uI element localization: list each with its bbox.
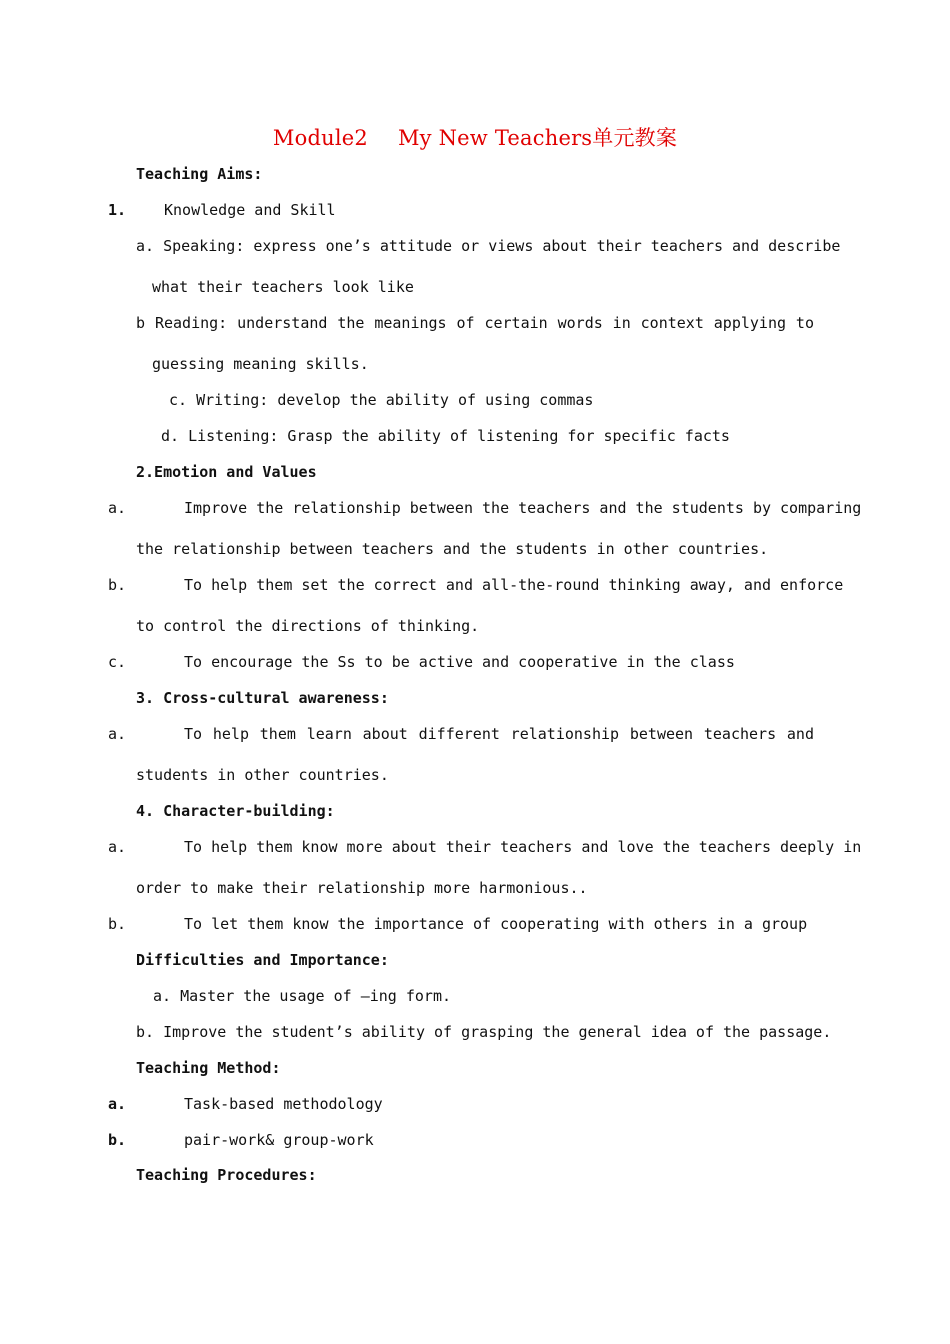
cross-cultural-heading: 3. Cross-cultural awareness: <box>136 689 389 707</box>
method-a-marker: a. <box>108 1095 127 1113</box>
knowledge-heading: Knowledge and Skill <box>164 201 336 219</box>
method-b-marker: b. <box>108 1131 127 1149</box>
reading-line-1: b Reading: understand the meanings of certain words in context applying to <box>136 314 814 332</box>
character-a-line-1: To help them know more about their teachers and love the teachers deeply in <box>184 838 862 856</box>
title-module: Module2 <box>272 126 368 150</box>
teaching-aims-heading: Teaching Aims: <box>136 165 263 183</box>
emotion-b-marker: b. <box>108 576 127 594</box>
emotion-a-marker: a. <box>108 499 127 517</box>
emotion-b-line-2: to control the directions of thinking. <box>136 617 480 635</box>
writing-line: c. Writing: develop the ability of using commas <box>169 391 594 409</box>
listening-line: d. Listening: Grasp the ability of listening for specific facts <box>161 427 730 445</box>
method-a-line: Task-based methodology <box>184 1095 383 1113</box>
emotion-c-marker: c. <box>108 653 127 671</box>
cross-cultural-a-line-2: students in other countries. <box>136 766 389 784</box>
cross-cultural-a-marker: a. <box>108 725 127 743</box>
difficulties-heading: Difficulties and Importance: <box>136 951 389 969</box>
character-building-heading: 4. Character-building: <box>136 802 335 820</box>
character-b-line-1: To let them know the importance of cooperating with others in a group <box>184 915 808 933</box>
emotion-b-line-1: To help them set the correct and all-the-round thinking away, and enforce <box>184 576 844 594</box>
emotion-heading: 2.Emotion and Values <box>136 463 317 481</box>
character-a-marker: a. <box>108 838 127 856</box>
page-title <box>0 122 950 152</box>
teaching-method-heading: Teaching Method: <box>136 1059 281 1077</box>
knowledge-number: 1. <box>108 201 127 219</box>
speaking-line-1: a. Speaking: express one’s attitude or views about their teachers and describe <box>136 237 841 255</box>
cross-cultural-a-line-1: To help them learn about different relationship between teachers and <box>184 725 814 743</box>
character-a-line-2: order to make their relationship more harmonious.. <box>136 879 588 897</box>
emotion-a-line-1: Improve the relationship between the teachers and the students by comparing <box>184 499 862 517</box>
emotion-a-line-2: the relationship between teachers and the students in other countries. <box>136 540 769 558</box>
teaching-procedures-heading: Teaching Procedures: <box>136 1166 317 1184</box>
method-b-line: pair-work& group-work <box>184 1131 374 1149</box>
title-topic: My New Teachers单元教案 <box>397 126 678 150</box>
difficulties-a-line: a. Master the usage of –ing form. <box>153 987 452 1005</box>
character-b-marker: b. <box>108 915 127 933</box>
speaking-line-2: what their teachers look like <box>152 278 414 296</box>
reading-line-2: guessing meaning skills. <box>152 355 369 373</box>
difficulties-b-line: b. Improve the student’s ability of grasping the general idea of the passage. <box>136 1023 832 1041</box>
emotion-c-line-1: To encourage the Ss to be active and cooperative in the class <box>184 653 735 671</box>
